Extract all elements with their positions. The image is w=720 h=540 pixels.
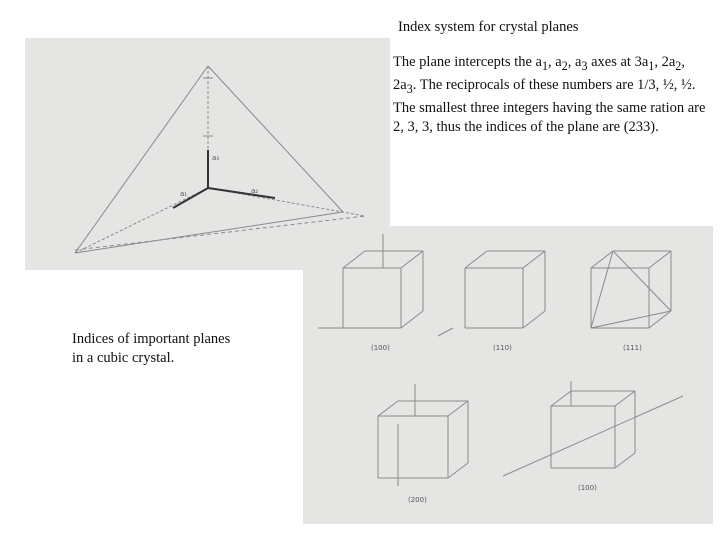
cube-edge [523, 251, 545, 268]
cube-edge [378, 401, 398, 416]
plane-label-200: (200) [408, 496, 427, 504]
cube-111 [591, 251, 671, 352]
cube-edge [523, 311, 545, 328]
cube-edge [401, 311, 423, 328]
plane-description [393, 53, 708, 137]
cube-100 [318, 234, 423, 352]
a3-label: a₃ [212, 154, 220, 162]
caption-line-2: in a cubic crystal. [72, 350, 175, 366]
desc-sub-1: 1 [541, 58, 549, 73]
desc-text-4: axes at 3a [587, 54, 649, 70]
cube-edge [343, 251, 365, 268]
cube-edge [465, 251, 487, 268]
plane-111-edge [591, 251, 613, 328]
cube-100-shifted [503, 381, 683, 492]
desc-text-5: , 2a [654, 54, 676, 70]
a1-vector [173, 188, 208, 208]
desc-sub-4: 1 [648, 58, 655, 73]
plane-edge-left [75, 66, 208, 253]
cube-edge [448, 463, 468, 478]
a2-vector [208, 188, 275, 198]
cube-edge [401, 251, 423, 268]
cube-edge [615, 453, 635, 468]
plane-label-100-shifted: (100) [578, 484, 597, 492]
plane-111-edge [591, 311, 671, 328]
cubic-planes-svg [303, 226, 713, 524]
desc-sub-5: 2 [675, 58, 682, 73]
axis-line [438, 328, 453, 336]
figure-caption [72, 330, 230, 368]
desc-text-2: , a [548, 54, 562, 70]
cube-edge [448, 401, 468, 416]
plane-111-edge [613, 251, 671, 311]
cube-200 [378, 384, 468, 504]
plane-label-110: (110) [493, 344, 512, 352]
cubic-planes-figure [303, 226, 713, 524]
cube-edge [649, 251, 671, 268]
plane-label-100: (100) [371, 344, 390, 352]
axis-line [503, 396, 683, 476]
cube-edge [591, 251, 613, 268]
desc-sub-2: 2 [561, 58, 568, 73]
desc-sub-3: 3 [581, 58, 588, 73]
desc-text-6: , 2a [393, 54, 685, 93]
desc-text-1: The plane intercepts the a [393, 54, 542, 70]
desc-sub-6: 3 [406, 81, 413, 96]
cube-edge [551, 391, 571, 406]
caption-line-1: Indices of important planes [72, 331, 231, 347]
cube-edge [615, 391, 635, 406]
slide-title: Index system for crystal planes [398, 19, 579, 35]
plane-label-111: (111) [623, 344, 642, 352]
desc-text-3: , a [567, 54, 582, 70]
cube-110 [438, 251, 545, 352]
a2-label: a₂ [251, 187, 259, 195]
a1-label: a₁ [180, 190, 188, 198]
desc-text-7: . The reciprocals of these numbers are 1/3, ½, ½. The smallest three integers having the same ration are 2, 3, 3, thus the indices of the plane are (233). [393, 76, 706, 135]
